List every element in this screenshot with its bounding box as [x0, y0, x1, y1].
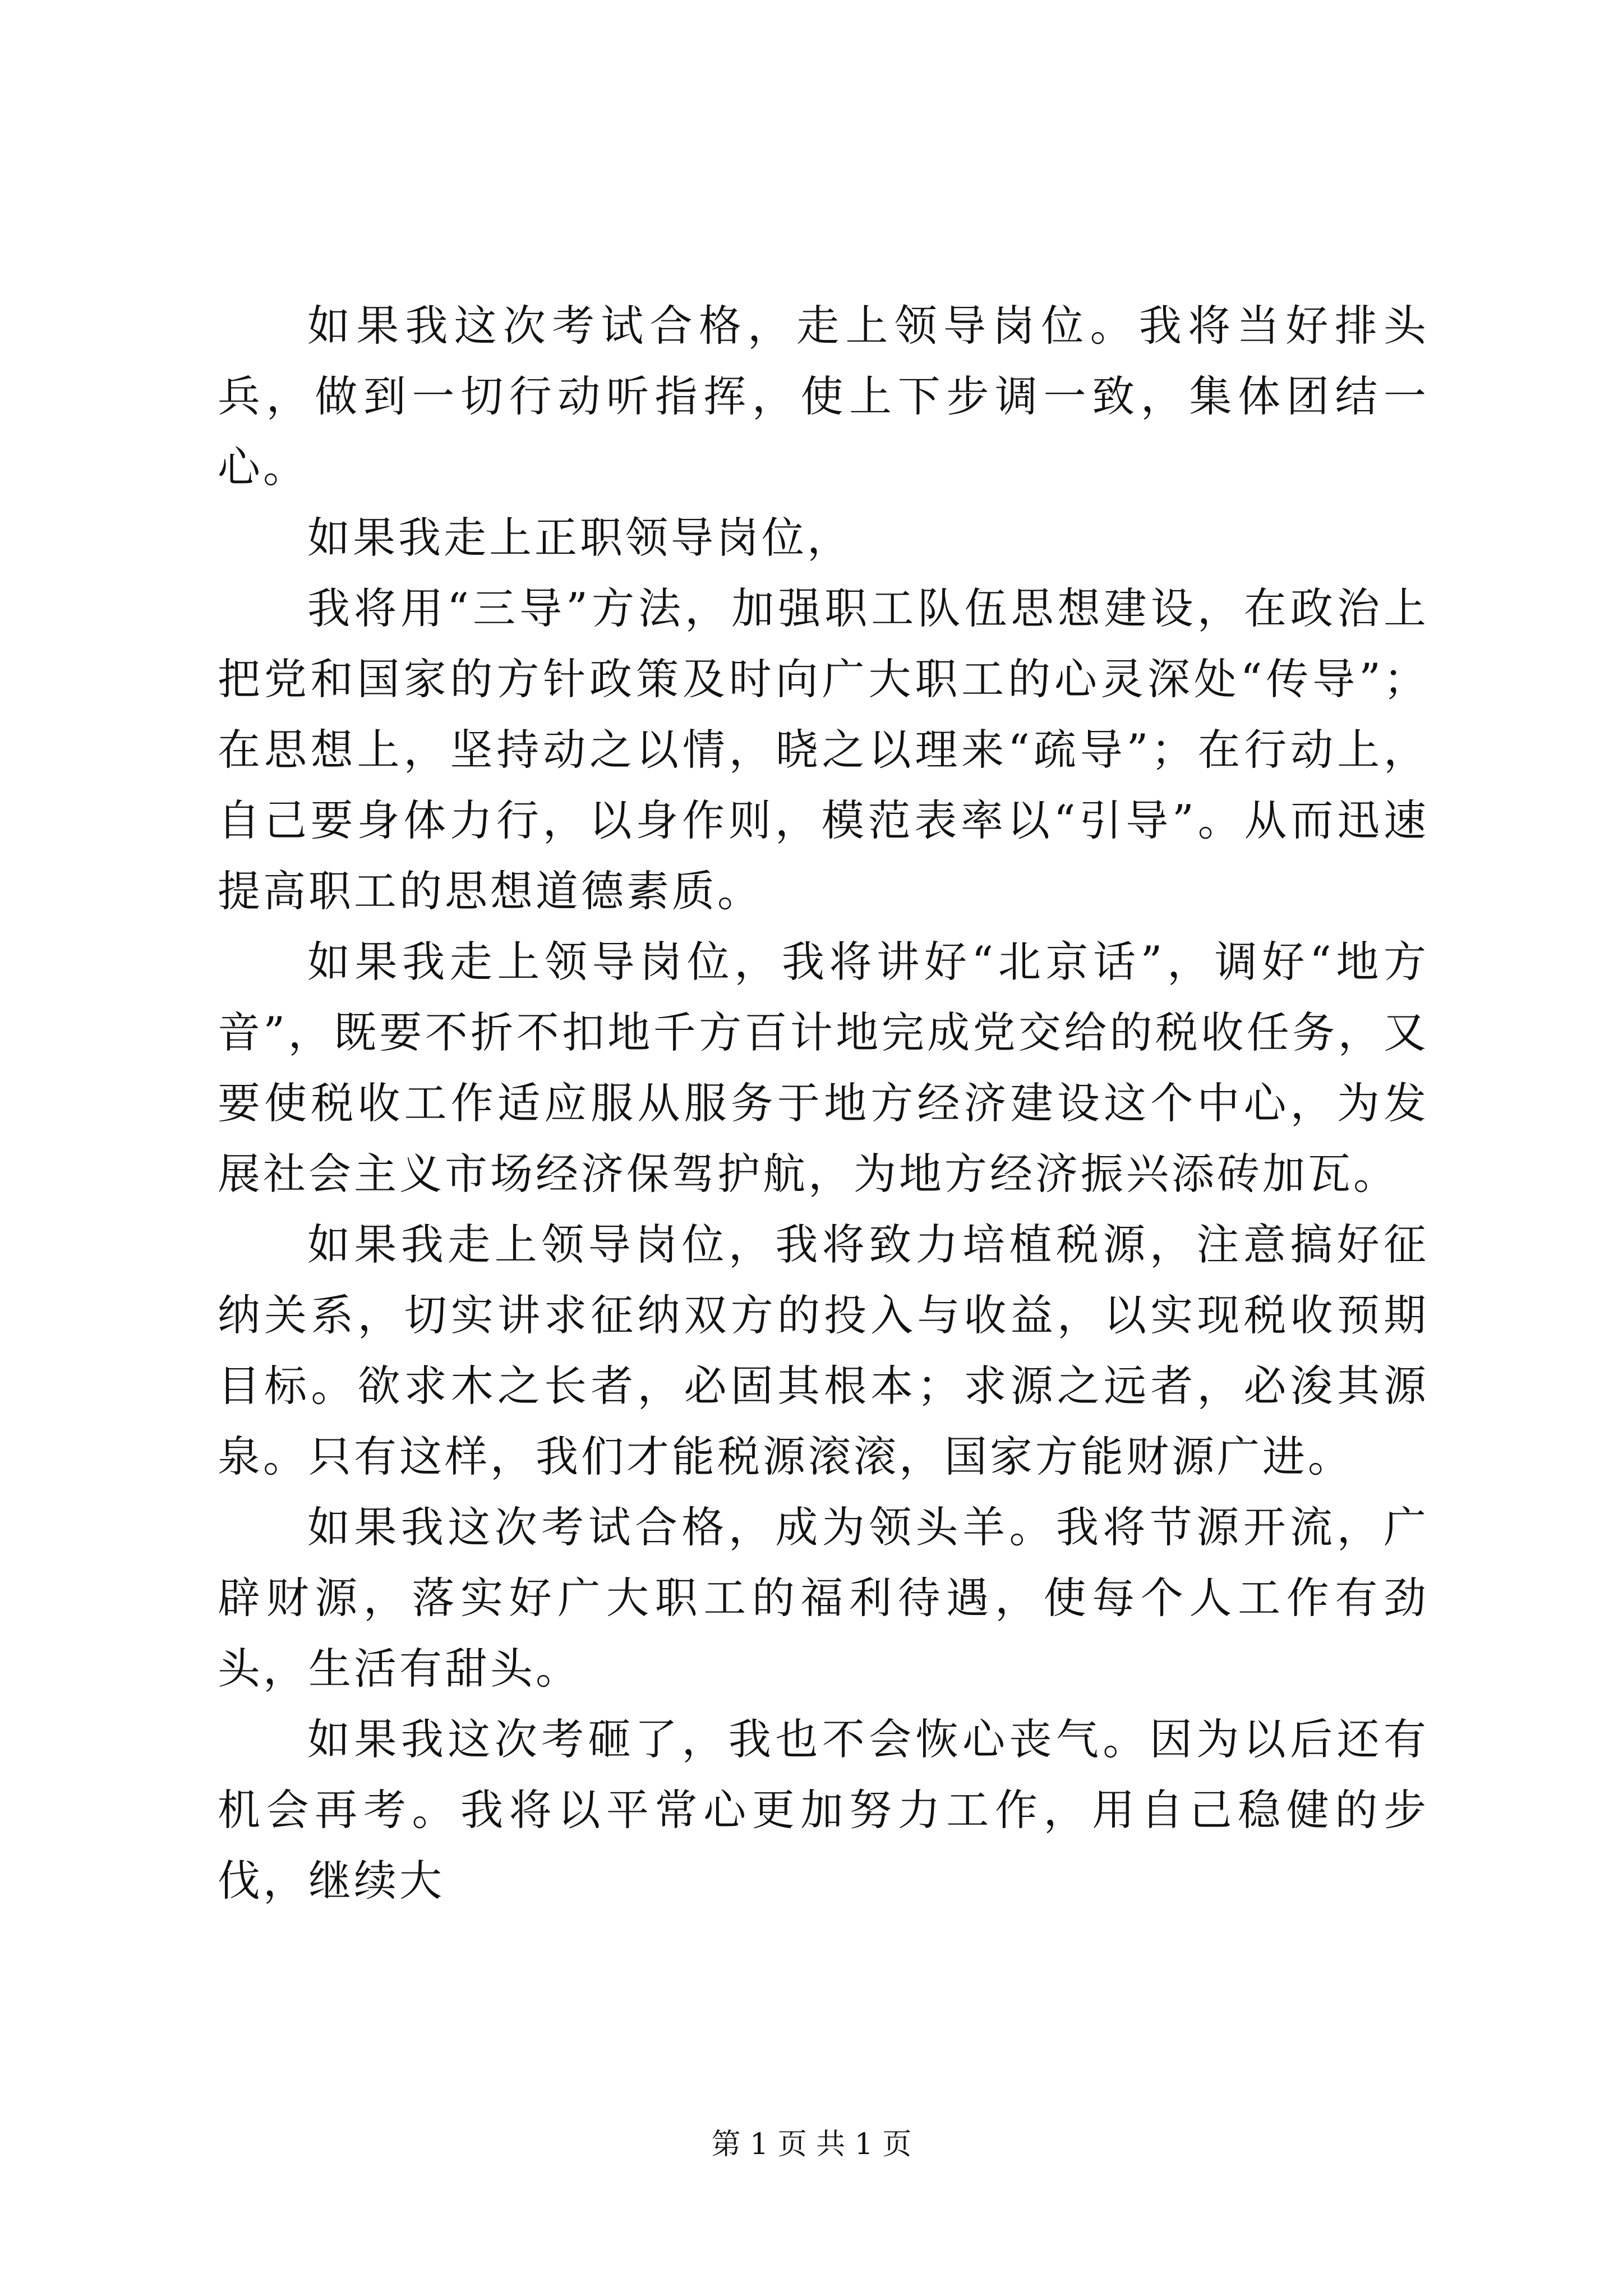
paragraph-7: 如果我这次考砸了，我也不会恢心丧气。因为以后还有机会再考。我将以平常心更加努力工作，用自己稳健的步伐，继续大: [218, 1714, 1429, 1906]
document-body: [218, 291, 1429, 1916]
paragraph-6: 如果我这次考试合格，成为领头羊。我将节源开流，广辟财源，落实好广大职工的福利待遇，使每个人工作有劲头，生活有甜头。: [218, 1502, 1429, 1694]
paragraph-3: 我将用“三导”方法，加强职工队伍思想建设，在政治上把党和国家的方针政策及时向广大职工的心灵深处“传导”；在思想上，坚持动之以情，晓之以理来“疏导”；在行动上，自己要身体力行，以身作则，模范表率以“引导”。从而迅速提高职工的思想道德素质。: [218, 583, 1429, 916]
page-footer: 第 1 页 共 1 页: [711, 2128, 912, 2161]
paragraph-2: 如果我走上正职领导岗位，: [307, 513, 852, 563]
paragraph-5: 如果我走上领导岗位，我将致力培植税源，注意搞好征纳关系，切实讲求征纳双方的投入与收益，以实现税收预期目标。欲求木之长者，必固其根本；求源之远者，必浚其源泉。只有这样，我们才能税源滚滚，国家方能财源广进。: [218, 1220, 1429, 1481]
paragraph-4: 如果我走上领导岗位，我将讲好“北京话”，调好“地方音”，既要不折不扣地千方百计地完成党交给的税收任务，又要使税收工作适应服从服务于地方经济建设这个中心，为发展社会主义市场经济保驾护航，为地方经济振兴添砖加瓦。: [218, 937, 1429, 1199]
paragraph-1: 如果我这次考试合格，走上领导岗位。我将当好排头兵，做到一切行动听指挥，使上下步调一致，集体团结一心。: [218, 301, 1429, 492]
